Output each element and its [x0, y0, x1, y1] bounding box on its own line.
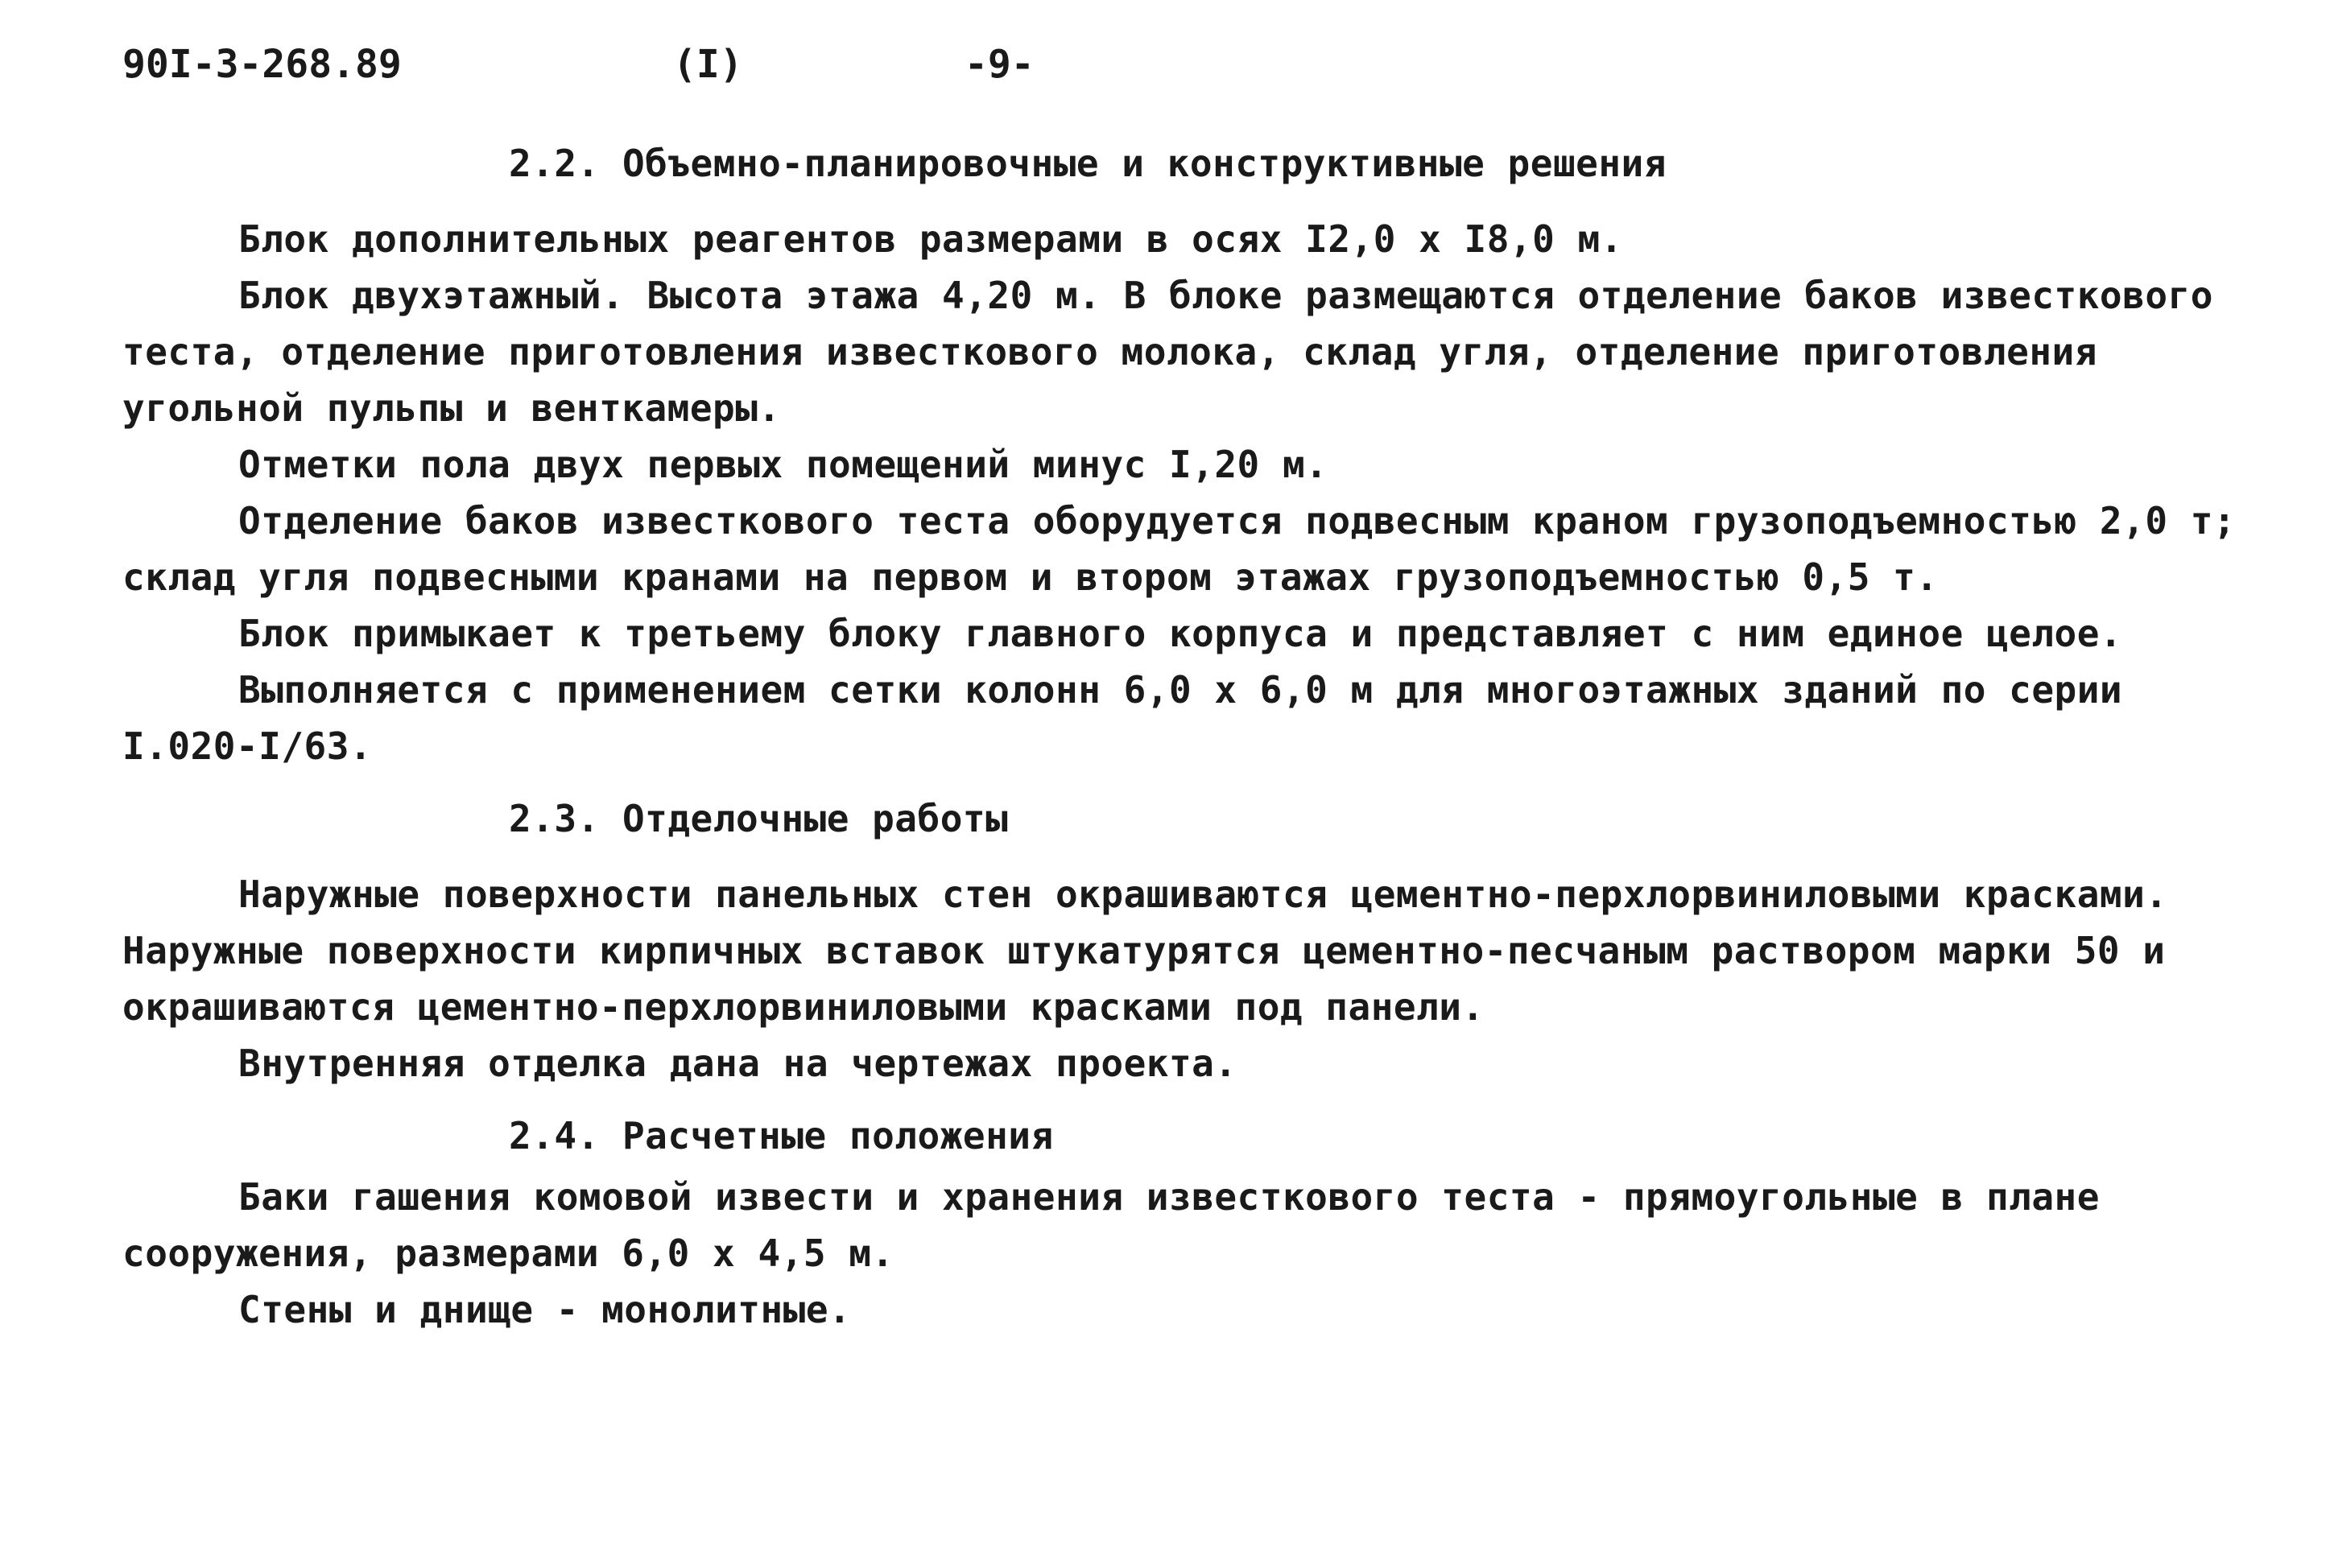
- paragraph-line: Наружные поверхности панельных стен окрашиваются цементно-перхлорвиниловыми красками.: [238, 873, 2168, 916]
- paragraph-line: сооружения, размерами 6,0 х 4,5 м.: [122, 1232, 894, 1275]
- paragraph-line: Стены и днище - монолитные.: [238, 1288, 852, 1331]
- paragraph-line: Внутренняя отделка дана на чертежах проекта.: [238, 1042, 1237, 1085]
- section-2-3-title: 2.3. Отделочные работы: [509, 797, 1009, 840]
- paragraph-line: Баки гашения комовой извести и хранения известкового теста - прямоугольные в плане: [238, 1175, 2100, 1219]
- paragraph-line: Блок двухэтажный. Высота этажа 4,20 м. В блоке размещаются отделение баков известкового: [238, 274, 2213, 317]
- paragraph-line: угольной пульпы и венткамеры.: [122, 386, 781, 430]
- paragraph-line: склад угля подвесными кранами на первом и втором этажах грузоподъемностью 0,5 т.: [122, 555, 1939, 599]
- paragraph-line: Блок дополнительных реагентов размерами в осях I2,0 х I8,0 м.: [238, 217, 1623, 261]
- paragraph-line: Блок примыкает к третьему блоку главного корпуса и представляет с ним единое целое.: [238, 612, 2123, 655]
- section-2-4-title: 2.4. Расчетные положения: [509, 1114, 1054, 1157]
- page-number: -9-: [965, 42, 1035, 87]
- document-code: 90I-3-268.89: [122, 42, 402, 87]
- paragraph-line: Выполняется с применением сетки колонн 6,0 х 6,0 м для многоэтажных зданий по серии: [238, 668, 2123, 712]
- section-2-2-title: 2.2. Объемно-планировочные и конструктивные решения: [509, 142, 1667, 185]
- paragraph-line: теста, отделение приготовления известкового молока, склад угля, отделение приготовления: [122, 330, 2097, 373]
- volume-number: (I): [673, 42, 743, 87]
- paragraph-line: Наружные поверхности кирпичных вставок штукатурятся цементно-песчаным раствором марки 50 и: [122, 929, 2166, 972]
- paragraph-line: Отделение баков известкового теста оборудуется подвесным краном грузоподъемностью 2,0 т;: [238, 499, 2237, 543]
- paragraph-line: окрашиваются цементно-перхлорвиниловыми красками под панели.: [122, 985, 1485, 1029]
- paragraph-line: Отметки пола двух первых помещений минус I,20 м.: [238, 443, 1328, 486]
- paragraph-line: I.020-I/63.: [122, 724, 373, 768]
